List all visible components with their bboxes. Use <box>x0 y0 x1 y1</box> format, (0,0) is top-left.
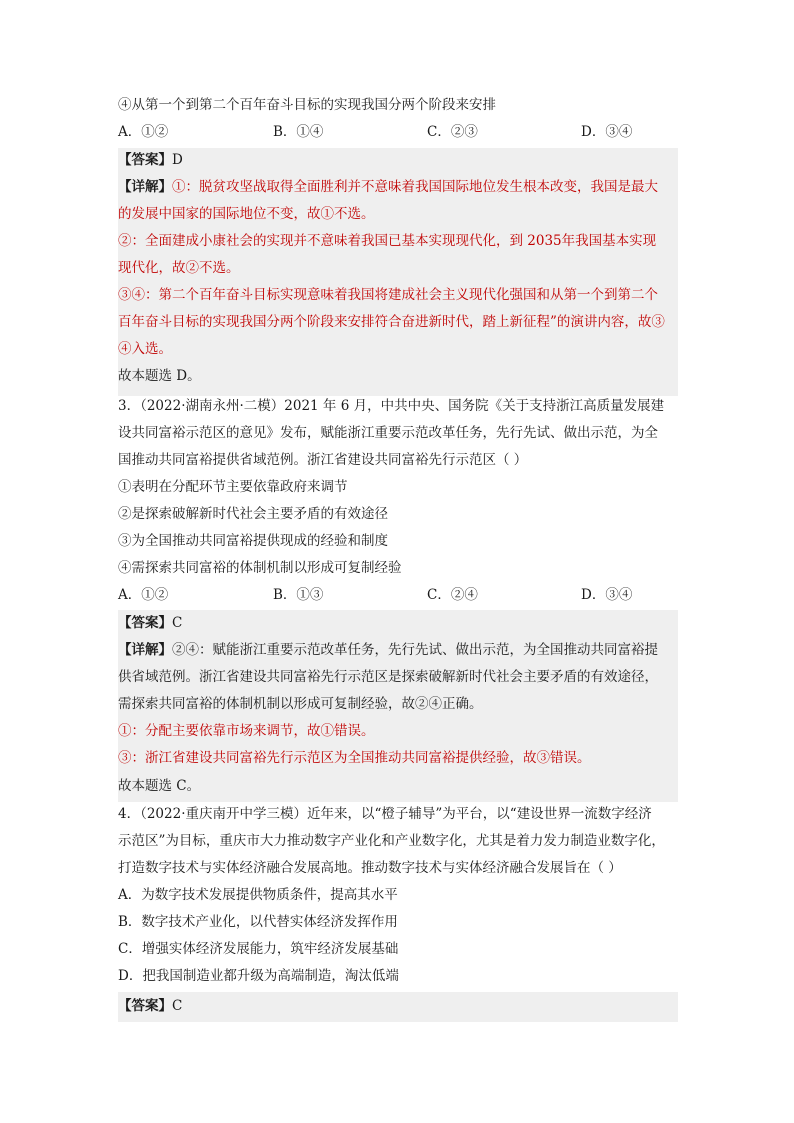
q3-statement-1: ①表明在分配环节主要依靠政府来调节 <box>118 479 348 495</box>
q2-answer-value: D <box>172 152 183 168</box>
q4-answer-value: C <box>172 998 183 1014</box>
q2-detail-1a <box>118 177 678 197</box>
q3-conclusion: 故本题选 C。 <box>118 778 201 794</box>
q2-option-b[interactable]: B．①④ <box>273 124 324 140</box>
q3-detail-1a-text: ②④：赋能浙江重要示范改革任务，先行先试、做出示范，为全国推动共同富裕提 <box>172 642 658 658</box>
q2-detail-1a-text: ①：脱贫攻坚战取得全面胜利并不意味着我国国际地位发生根本改变，我国是最大 <box>172 179 658 195</box>
q3-answer-value: C <box>172 615 183 631</box>
q4-option-d[interactable]: D．把我国制造业都升级为高端制造，淘汰低端 <box>118 968 399 984</box>
q3-option-d[interactable]: D．③④ <box>581 587 633 603</box>
q3-option-c[interactable]: C．②④ <box>427 587 478 603</box>
q3-answer <box>118 613 678 633</box>
q3-stem-1: 3．（2022·湖南永州·二模）2021 年 6 月，中共中央、国务院《关于支持浙江高质量发展建 <box>118 398 665 414</box>
q2-answer-label: 【答案】 <box>118 152 172 168</box>
q2-option-a[interactable]: A．①② <box>118 124 169 140</box>
q3-option-b[interactable]: B．①③ <box>273 587 324 603</box>
q3-stem-3: 国推动共同富裕提供省域范例。浙江省建设共同富裕先行示范区（ ） <box>118 452 528 468</box>
q3-detail-1a <box>118 640 678 660</box>
q4-option-c[interactable]: C．增强实体经济发展能力，筑牢经济发展基础 <box>118 941 399 957</box>
q2-detail-1b: 的发展中国家的国际地位不变，故①不选。 <box>118 206 375 222</box>
q3-detail-1c: 需探索共同富裕的体制机制以形成可复制经验，故②④正确。 <box>118 696 483 712</box>
q3-statement-2: ②是探索破解新时代社会主要矛盾的有效途径 <box>118 506 388 522</box>
q4-answer-label: 【答案】 <box>118 998 172 1014</box>
q3-detail-2: ①：分配主要依靠市场来调节，故①错误。 <box>118 723 375 739</box>
q3-option-a[interactable]: A．①② <box>118 587 169 603</box>
q2-statement-4: ④从第一个到第二个百年奋斗目标的实现我国分两个阶段来安排 <box>118 97 496 113</box>
q2-detail-3b: 百年奋斗目标的实现我国分两个阶段来安排符合奋进新时代，踏上新征程”的演讲内容，故③ <box>118 314 665 330</box>
q2-detail-2a: ②：全面建成小康社会的实现并不意味着我国已基本实现现代化，到 2035年我国基本实现 <box>118 233 657 249</box>
q4-answer <box>118 996 678 1016</box>
q3-answer-label: 【答案】 <box>118 615 172 631</box>
q4-option-b[interactable]: B．数字技术产业化，以代替实体经济发挥作用 <box>118 914 398 930</box>
q4-stem-2: 示范区”为目标，重庆市大力推动数字产业化和产业数字化，尤其是着力发力制造业数字化， <box>118 833 665 849</box>
q3-detail-1b: 供省域范例。浙江省建设共同富裕先行示范区是探索破解新时代社会主要矛盾的有效途径， <box>118 669 658 685</box>
q2-answer <box>118 150 678 170</box>
q2-detail-label: 【详解】 <box>118 179 172 195</box>
q2-option-c[interactable]: C．②③ <box>427 124 478 140</box>
q3-statement-3: ③为全国推动共同富裕提供现成的经验和制度 <box>118 533 388 549</box>
q2-detail-3c: ④入选。 <box>118 341 172 357</box>
q3-detail-3: ③：浙江省建设共同富裕先行示范区为全国推动共同富裕提供经验，故③错误。 <box>118 750 591 766</box>
q4-option-a[interactable]: A．为数字技术发展提供物质条件，提高其水平 <box>118 887 398 903</box>
q2-detail-2b: 现代化，故②不选。 <box>118 260 240 276</box>
q2-option-d[interactable]: D．③④ <box>581 124 633 140</box>
q2-detail-3a: ③④：第二个百年奋斗目标实现意味着我国将建成社会主义现代化强国和从第一个到第二个 <box>118 287 658 303</box>
q2-conclusion: 故本题选 D。 <box>118 368 201 384</box>
q3-options <box>118 585 678 605</box>
q3-statement-4: ④需探索共同富裕的体制机制以形成可复制经验 <box>118 560 402 576</box>
q2-options <box>118 122 678 142</box>
q3-detail-label: 【详解】 <box>118 642 172 658</box>
q4-stem-3: 打造数字技术与实体经济融合发展高地。推动数字技术与实体经济融合发展旨在（ ） <box>118 860 622 876</box>
q3-stem-2: 设共同富裕示范区的意见》发布，赋能浙江重要示范改革任务，先行先试、做出示范，为全 <box>118 425 658 441</box>
q4-stem-1: 4．（2022·重庆南开中学三模）近年来，以“橙子辅导”为平台，以“建设世界一流数字经济 <box>118 806 652 822</box>
